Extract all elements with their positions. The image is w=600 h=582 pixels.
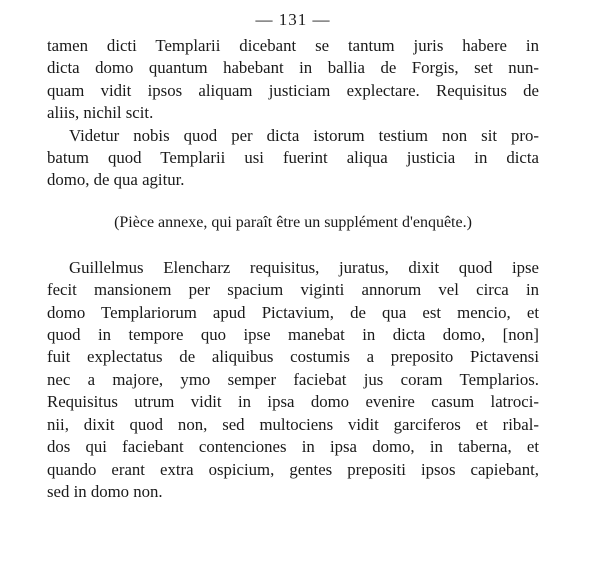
text-line: quando erant extra ospicium, gentes prepositi ipsos capiebant, (47, 459, 539, 479)
text-line: fuit explectatus de aliquibus costumis a preposito Pictavensi (47, 347, 539, 367)
text-line: quam vidit ipsos aliquam justiciam explectare. Requisitus de (47, 80, 539, 100)
text-line: Videtur nobis quod per dicta istorum testium non sit pro- (69, 125, 539, 145)
annex-heading: (Pièce annexe, qui paraît être un supplément d'enquête.) (114, 213, 472, 231)
text-line: Requisitus utrum vidit in ipsa domo evenire casum latroci- (47, 392, 539, 412)
page-number: — 131 — (255, 10, 331, 29)
text-line: dicta domo quantum habebant in ballia de Forgis, set nun- (47, 58, 539, 78)
document-page (47, 8, 539, 503)
paragraph-2 (47, 125, 539, 192)
text-line: aliis, nichil scit. (47, 103, 154, 123)
text-line: tamen dicti Templarii dicebant se tantum juris habere in (47, 36, 539, 55)
text-line: nii, dixit quod non, sed multociens vidit garciferos et ribal- (47, 414, 539, 434)
text-line: domo Templariorum apud Pictavium, de qua est mencio, et (47, 302, 539, 322)
paragraph-1 (47, 35, 539, 125)
text-line: domo, de qua agitur. (47, 170, 185, 190)
text-line: dos qui faciebant contenciones in ipsa domo, in taberna, et (47, 437, 539, 457)
text-line: batum quod Templarii usi fuerint aliqua justicia in dicta (47, 148, 539, 168)
text-line: nec a majore, ymo semper faciebat jus coram Templarios. (47, 369, 539, 389)
text-line: Guillelmus Elencharz requisitus, juratus, dixit quod ipse (69, 257, 539, 277)
paragraph-3 (47, 257, 539, 503)
text-line: sed in domo non. (47, 481, 163, 501)
text-line: quod in tempore quo ipse manebat in dicta domo, [non] (47, 325, 539, 345)
text-line: fecit mansionem per spacium viginti annorum vel circa in (47, 280, 539, 300)
